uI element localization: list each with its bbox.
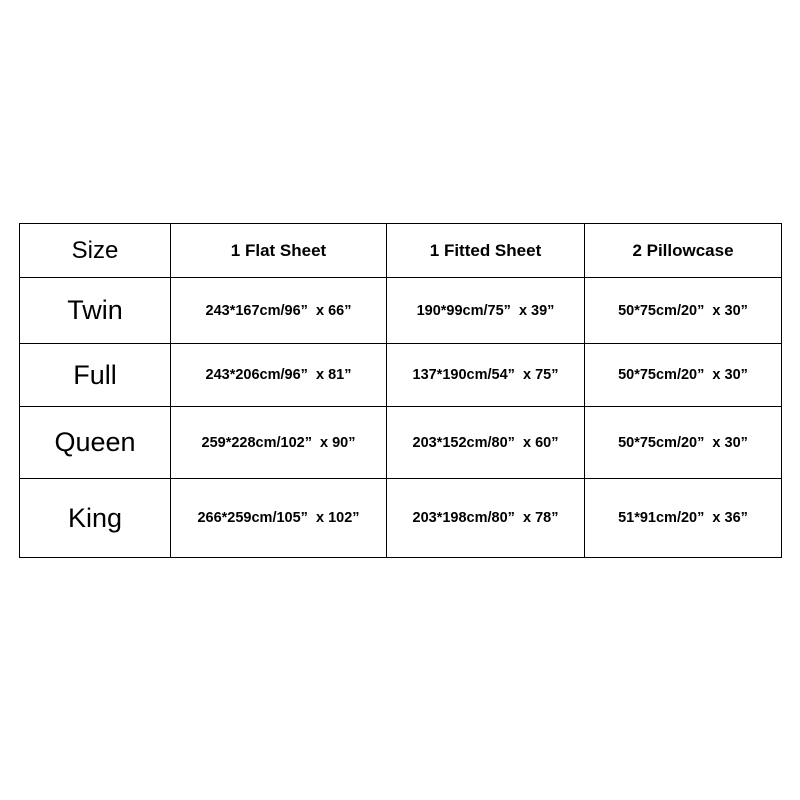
bedding-size-table <box>19 223 782 558</box>
fitted-sheet-cell: 203*198cm/80” x 78” <box>387 479 585 558</box>
size-name-cell: Twin <box>20 278 171 344</box>
table-row <box>20 479 782 558</box>
table-row <box>20 278 782 344</box>
size-name-cell: Queen <box>20 407 171 479</box>
flat-sheet-cell: 266*259cm/105” x 102” <box>171 479 387 558</box>
header-size: Size <box>20 224 171 278</box>
header-pillowcase: 2 Pillowcase <box>585 224 782 278</box>
fitted-sheet-cell: 203*152cm/80” x 60” <box>387 407 585 479</box>
table-header-row <box>20 224 782 278</box>
pillowcase-cell: 50*75cm/20” x 30” <box>585 344 782 407</box>
size-name-cell: King <box>20 479 171 558</box>
header-flat-sheet: 1 Flat Sheet <box>171 224 387 278</box>
flat-sheet-cell: 259*228cm/102” x 90” <box>171 407 387 479</box>
table-row <box>20 344 782 407</box>
table-row <box>20 407 782 479</box>
fitted-sheet-cell: 190*99cm/75” x 39” <box>387 278 585 344</box>
size-name-cell: Full <box>20 344 171 407</box>
pillowcase-cell: 50*75cm/20” x 30” <box>585 407 782 479</box>
flat-sheet-cell: 243*167cm/96” x 66” <box>171 278 387 344</box>
header-fitted-sheet: 1 Fitted Sheet <box>387 224 585 278</box>
fitted-sheet-cell: 137*190cm/54” x 75” <box>387 344 585 407</box>
pillowcase-cell: 50*75cm/20” x 30” <box>585 278 782 344</box>
flat-sheet-cell: 243*206cm/96” x 81” <box>171 344 387 407</box>
pillowcase-cell: 51*91cm/20” x 36” <box>585 479 782 558</box>
